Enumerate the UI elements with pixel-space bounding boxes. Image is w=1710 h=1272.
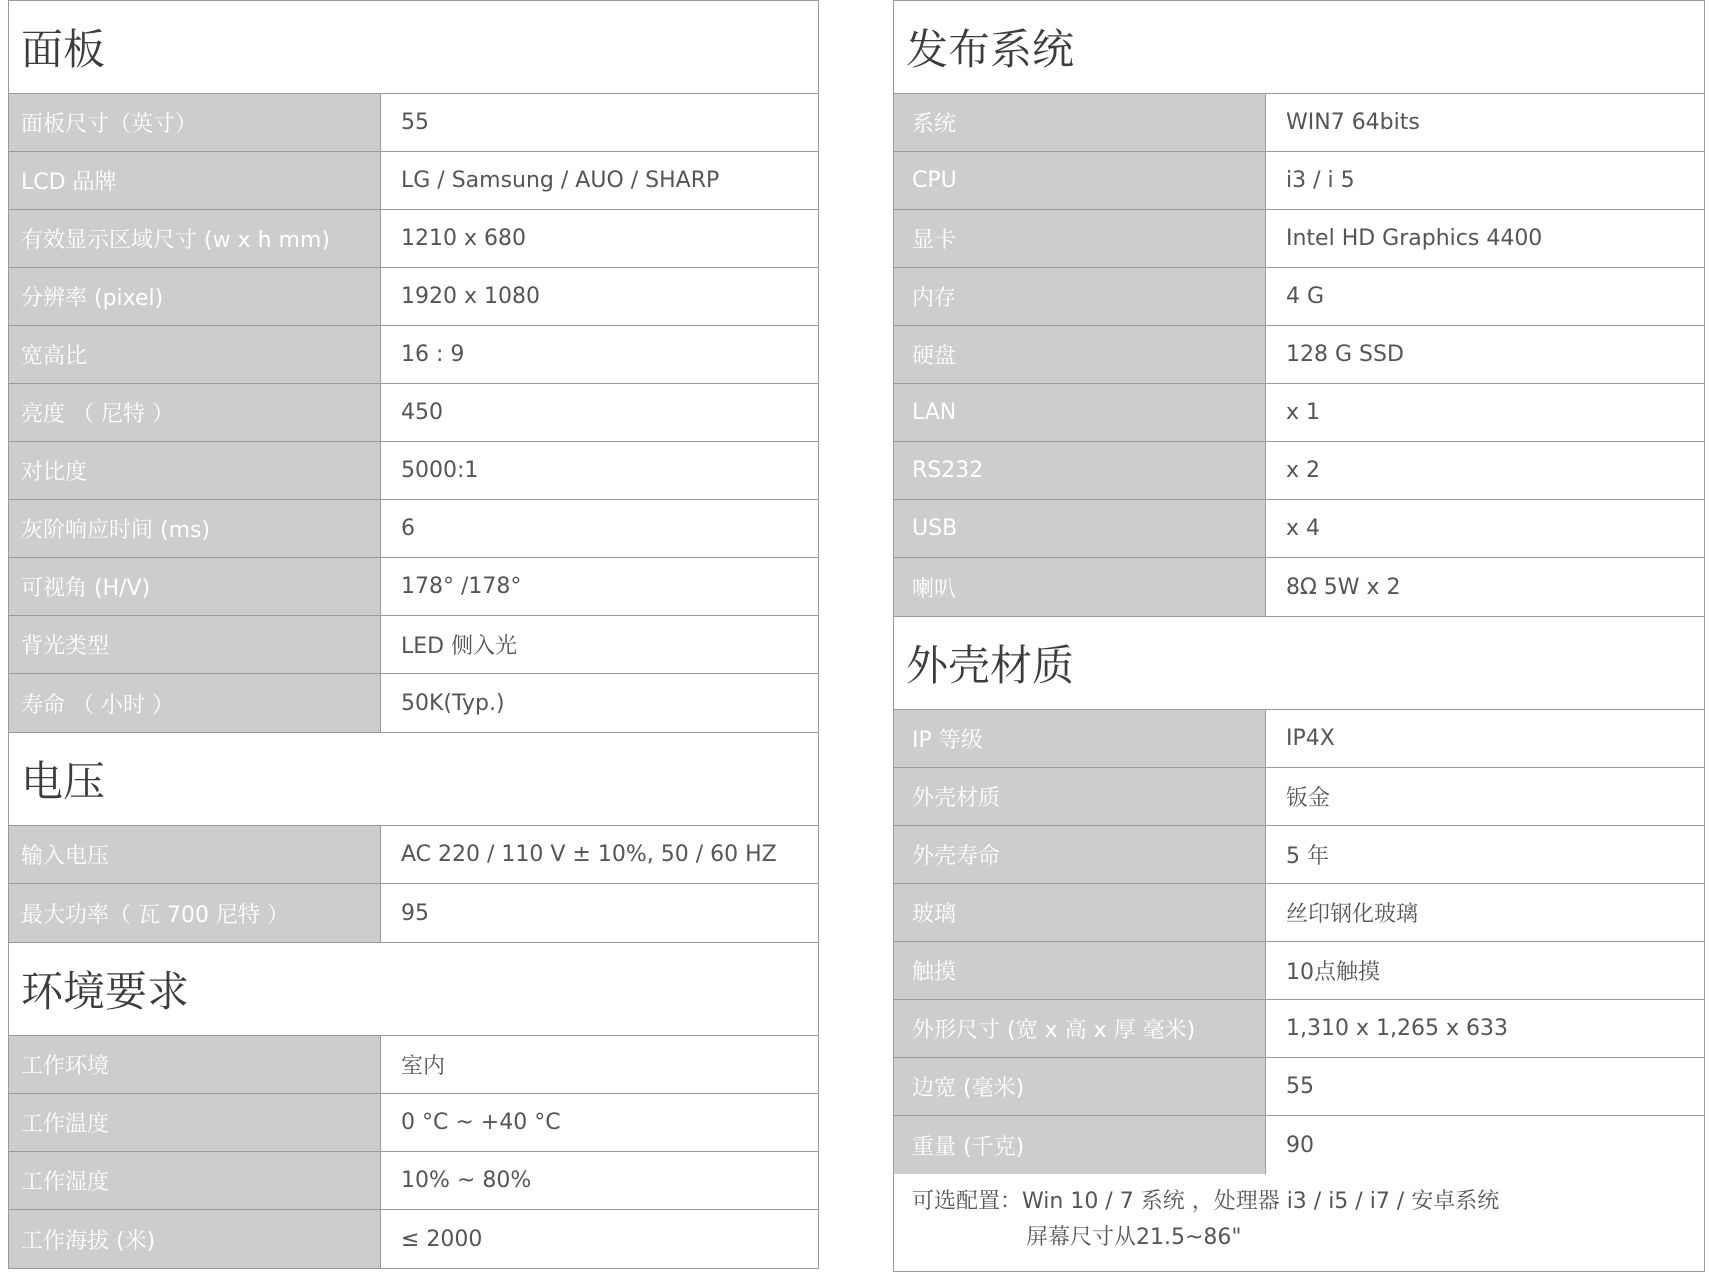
spec-row (894, 1000, 1704, 1058)
spec-value: 95 (401, 900, 429, 926)
spec-row (9, 210, 818, 268)
right-spec-column (893, 0, 1705, 1272)
spec-label: 触摸 (894, 942, 1266, 999)
spec-value: ≤ 2000 (401, 1226, 483, 1252)
spec-label: LCD 品牌 (9, 152, 381, 209)
spec-value: 128 G SSD (1286, 342, 1404, 367)
spec-row (9, 826, 818, 884)
spec-label: 最大功率（ 瓦 700 尼特 ） (9, 884, 381, 942)
spec-value: 55 (1286, 1074, 1314, 1099)
spec-value: 6 (401, 516, 415, 541)
spec-value: x 2 (1286, 458, 1321, 483)
spec-label: 可视角 (H/V) (9, 558, 381, 615)
section-title: 发布系统 (894, 1, 1704, 94)
spec-value: 178° /178° (401, 574, 522, 599)
spec-label: 工作温度 (9, 1094, 381, 1151)
spec-row (894, 442, 1704, 500)
section-title: 面板 (9, 1, 818, 94)
spec-value: 10点触摸 (1286, 960, 1380, 985)
spec-label: 重量 (千克) (894, 1116, 1266, 1174)
spec-value: WIN7 64bits (1286, 110, 1420, 135)
spec-row (894, 1058, 1704, 1116)
spec-value: 1210 x 680 (401, 226, 526, 251)
spec-row (894, 384, 1704, 442)
spec-label: 对比度 (9, 442, 381, 499)
spec-value: LG / Samsung / AUO / SHARP (401, 168, 720, 193)
spec-label: LAN (894, 384, 1266, 441)
spec-value: x 1 (1286, 400, 1321, 425)
spec-section (8, 732, 819, 942)
spec-row (894, 94, 1704, 152)
spec-row (9, 500, 818, 558)
spec-label: 工作海拔 (米) (9, 1210, 381, 1268)
spec-row (9, 268, 818, 326)
spec-row (9, 1152, 818, 1210)
left-spec-column (8, 0, 819, 1269)
spec-label: 玻璃 (894, 884, 1266, 941)
spec-row (9, 884, 818, 942)
note-line-2: 屏幕尺寸从21.5~86" (1026, 1225, 1242, 1250)
spec-label: 外壳寿命 (894, 826, 1266, 883)
spec-label: 面板尺寸（英寸） (9, 94, 381, 151)
spec-label: 内存 (894, 268, 1266, 325)
spec-row (894, 1116, 1704, 1174)
spec-label: 外壳材质 (894, 768, 1266, 825)
spec-value: 50K(Typ.) (401, 690, 505, 716)
note-line-1: 可选配置：Win 10 / 7 系统 ，处理器 i3 / i5 / i7 / 安卓系统 (912, 1189, 1500, 1214)
spec-value: i3 / i 5 (1286, 168, 1355, 193)
spec-label: 工作环境 (9, 1036, 381, 1093)
spec-label: 硬盘 (894, 326, 1266, 383)
spec-value: 5000:1 (401, 458, 479, 483)
spec-label: IP 等级 (894, 710, 1266, 767)
spec-row (9, 674, 818, 732)
spec-label: CPU (894, 152, 1266, 209)
spec-label: 亮度 （ 尼特 ） (9, 384, 381, 441)
spec-value: 10% ~ 80% (401, 1168, 532, 1193)
spec-row (894, 210, 1704, 268)
spec-row (894, 558, 1704, 616)
spec-row (9, 326, 818, 384)
spec-value: 1,310 x 1,265 x 633 (1286, 1016, 1508, 1041)
spec-value: 室内 (401, 1054, 446, 1079)
spec-value: LED 侧入光 (401, 634, 518, 659)
spec-row (894, 942, 1704, 1000)
optional-config-note (893, 1174, 1705, 1272)
spec-value: Intel HD Graphics 4400 (1286, 226, 1543, 251)
spec-label: 显卡 (894, 210, 1266, 267)
spec-row (9, 1036, 818, 1094)
spec-label: 输入电压 (9, 826, 381, 883)
spec-row (9, 1210, 818, 1268)
spec-label: RS232 (894, 442, 1266, 499)
spec-row (894, 884, 1704, 942)
spec-section (8, 0, 819, 732)
spec-row (9, 558, 818, 616)
spec-value: 0 °C ~ +40 °C (401, 1110, 561, 1135)
section-title: 电压 (9, 733, 818, 826)
spec-label: 有效显示区域尺寸 (w x h mm) (9, 210, 381, 267)
spec-row (9, 94, 818, 152)
spec-value: 16 : 9 (401, 342, 465, 367)
spec-row (894, 710, 1704, 768)
spec-value: 90 (1286, 1132, 1314, 1158)
spec-label: 边宽 (毫米) (894, 1058, 1266, 1115)
spec-label: 系统 (894, 94, 1266, 151)
spec-row (9, 384, 818, 442)
spec-value: 55 (401, 110, 429, 135)
spec-label: 灰阶响应时间 (ms) (9, 500, 381, 557)
spec-section (893, 0, 1705, 616)
spec-value: 450 (401, 400, 443, 425)
spec-value: 钣金 (1286, 786, 1331, 811)
spec-label: USB (894, 500, 1266, 557)
spec-row (9, 616, 818, 674)
spec-value: 1920 x 1080 (401, 284, 540, 309)
spec-row (894, 500, 1704, 558)
spec-label: 外形尺寸 (宽 x 高 x 厚 毫米) (894, 1000, 1266, 1057)
spec-row (894, 326, 1704, 384)
spec-label: 工作湿度 (9, 1152, 381, 1209)
spec-value: 4 G (1286, 284, 1325, 309)
spec-value: 丝印钢化玻璃 (1286, 902, 1419, 927)
spec-row (9, 442, 818, 500)
spec-label: 寿命 （ 小时 ） (9, 674, 381, 732)
spec-label: 宽高比 (9, 326, 381, 383)
section-title: 环境要求 (9, 943, 818, 1036)
spec-value: IP4X (1286, 726, 1335, 751)
spec-row (894, 826, 1704, 884)
spec-value: 5 年 (1286, 844, 1329, 869)
spec-value: 8Ω 5W x 2 (1286, 574, 1401, 600)
spec-row (894, 152, 1704, 210)
spec-section (8, 942, 819, 1269)
spec-value: AC 220 / 110 V ± 10%, 50 / 60 HZ (401, 842, 777, 867)
spec-label: 喇叭 (894, 558, 1266, 616)
section-title: 外壳材质 (894, 617, 1704, 710)
spec-label: 分辨率 (pixel) (9, 268, 381, 325)
spec-row (9, 1094, 818, 1152)
spec-row (9, 152, 818, 210)
spec-section (893, 616, 1705, 1174)
spec-label: 背光类型 (9, 616, 381, 673)
spec-row (894, 768, 1704, 826)
spec-row (894, 268, 1704, 326)
spec-value: x 4 (1286, 516, 1321, 541)
